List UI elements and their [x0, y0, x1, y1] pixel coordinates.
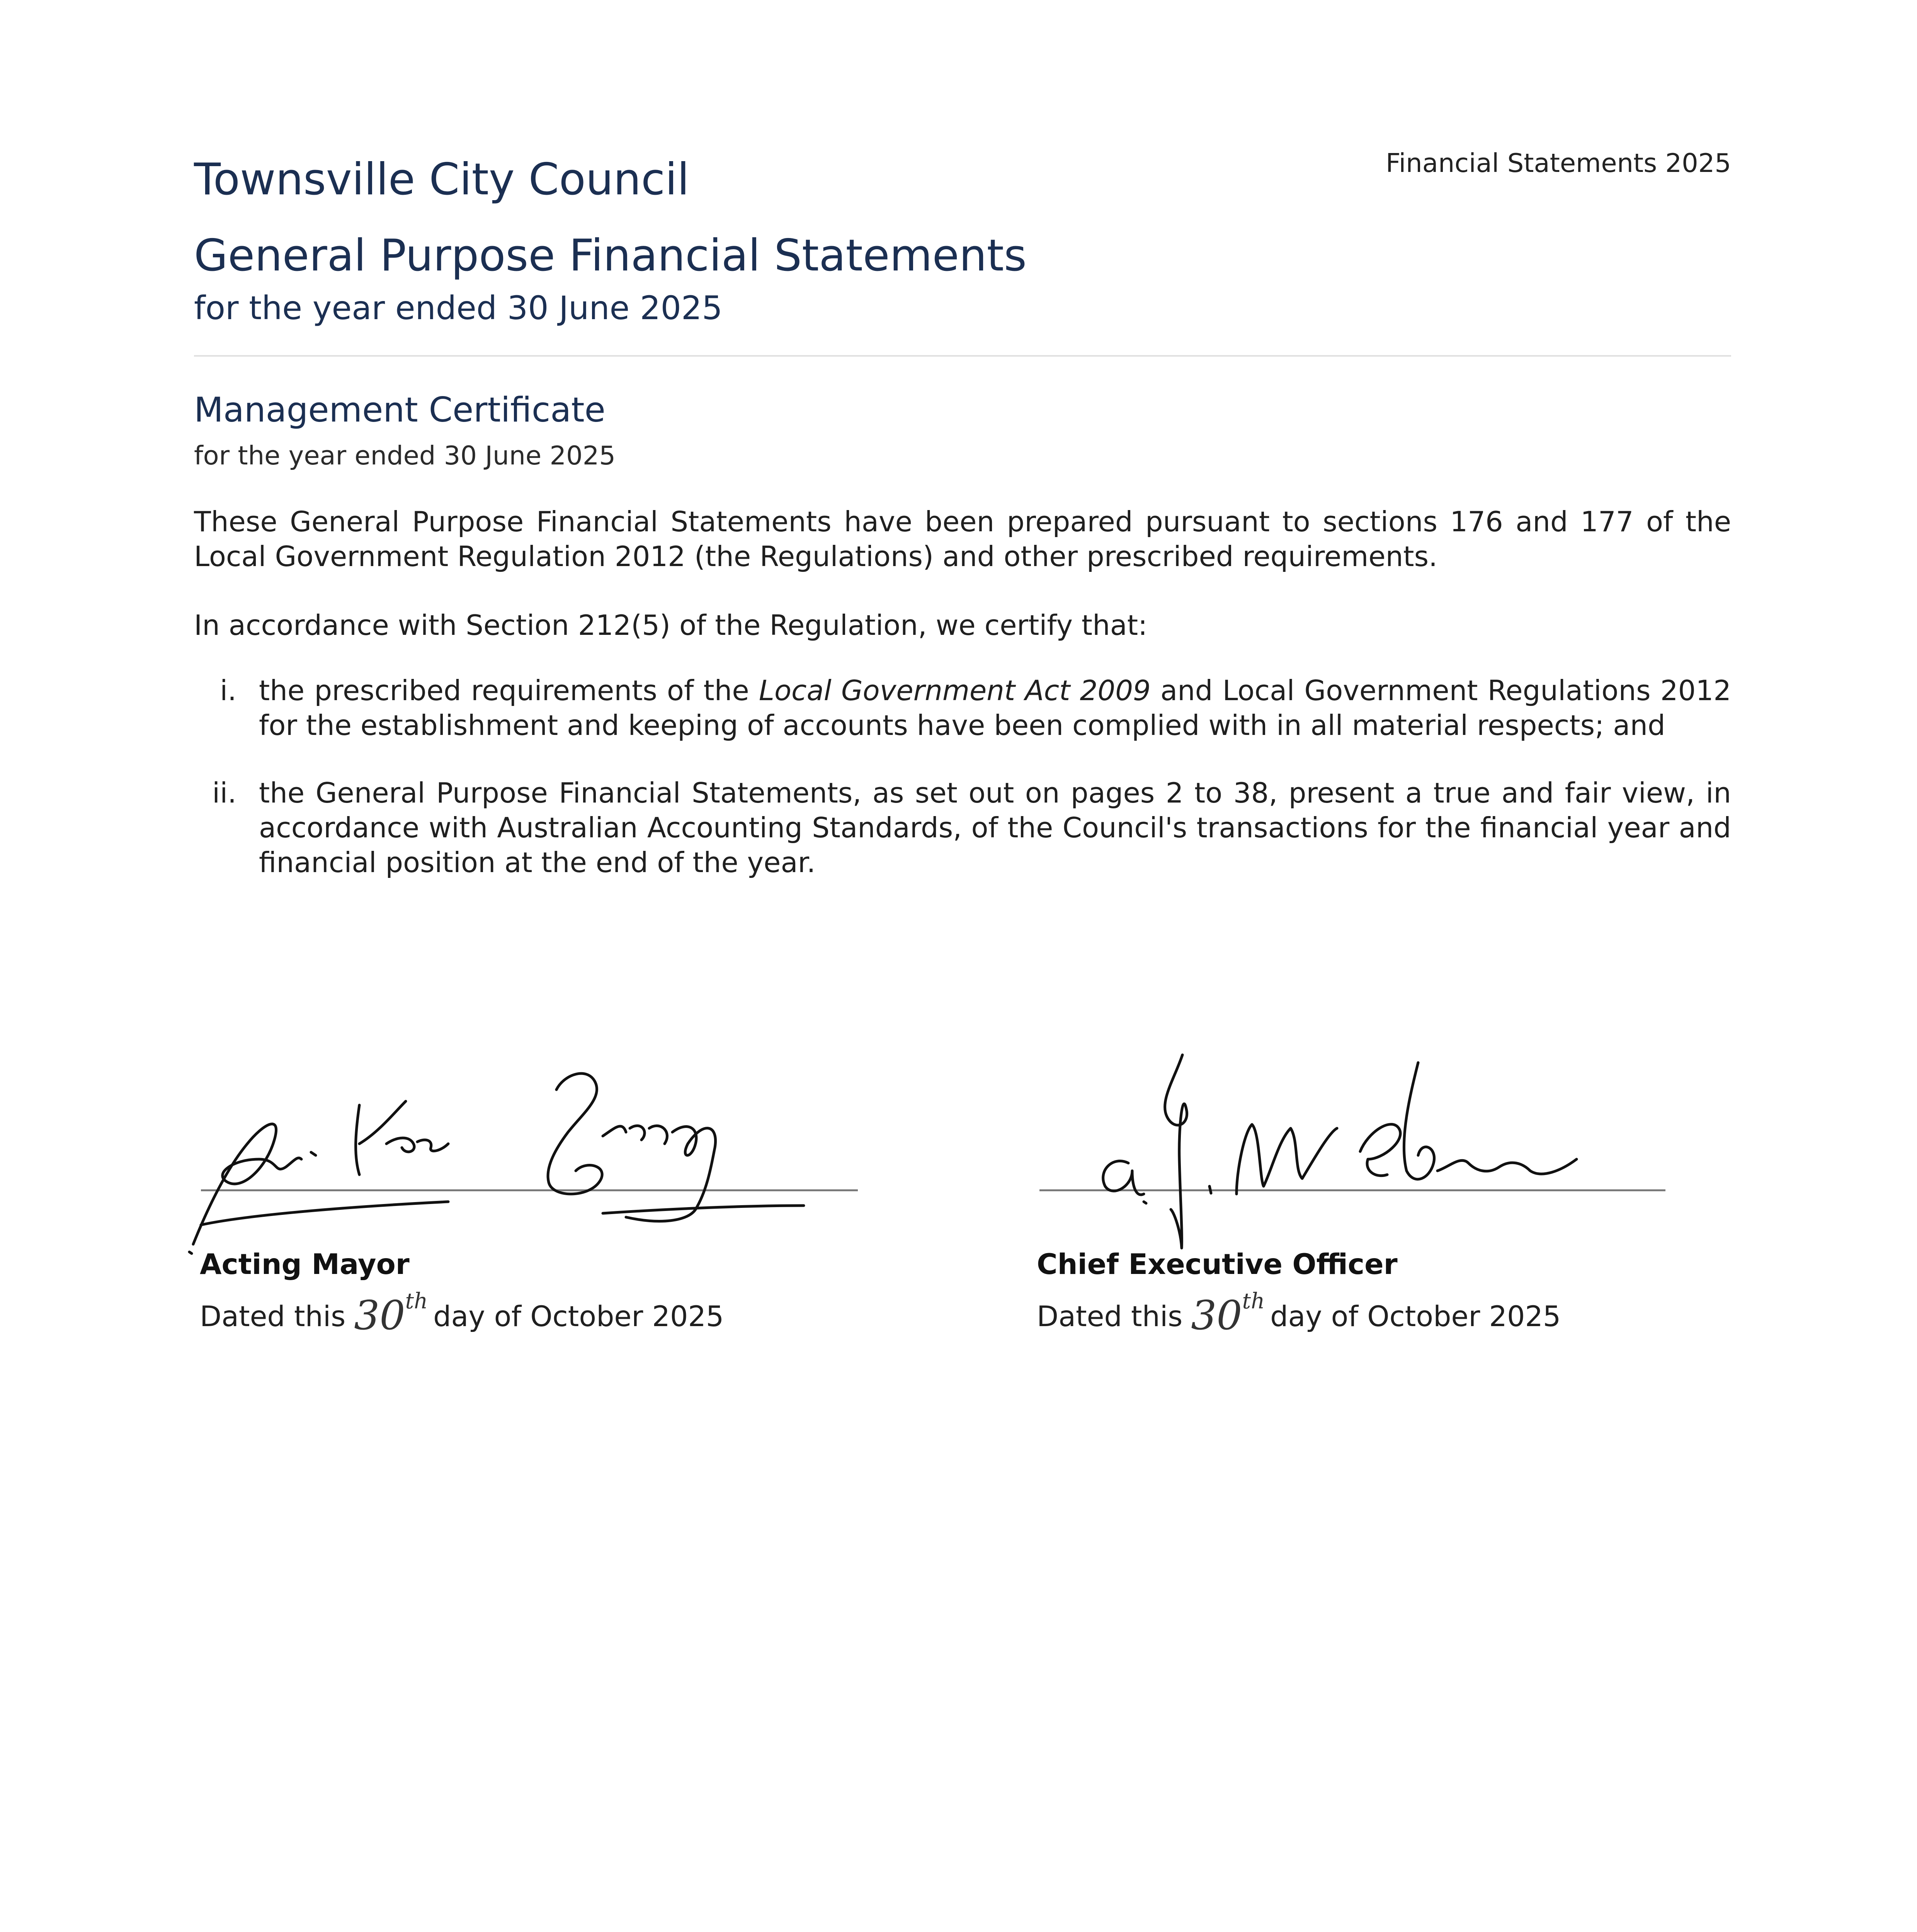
signatory-role-ceo: Chief Executive Officer [1037, 1248, 1398, 1281]
document-subtitle: for the year ended 30 June 2025 [194, 289, 723, 327]
certificate-paragraph-2: In accordance with Section 212(5) of the Regulation, we certify that: [194, 609, 1148, 641]
list-item-1 [259, 673, 1731, 743]
handwritten-day-suffix: th [405, 1289, 428, 1314]
list-item-marker-2: ii. [212, 777, 236, 809]
handwritten-day-suffix: th [1242, 1289, 1265, 1314]
certificate-paragraph-1: These General Purpose Financial Statements have been prepared pursuant to sections 176 and 177 of the Local Government Regulation 2012 (the Regulations) and other prescribed requirements. [194, 505, 1731, 573]
organisation-name: Townsville City Council [194, 154, 689, 205]
certificate-subtitle: for the year ended 30 June 2025 [194, 440, 616, 471]
mayor-signature [178, 1043, 873, 1260]
dated-prefix: Dated this [1037, 1300, 1183, 1333]
list-item-1-text-after: and Local Government Regulations 2012 for the establishment and keeping of accounts have been complied with in all material respects; and [259, 674, 1732, 742]
signatory-role-mayor: Acting Mayor [200, 1248, 410, 1281]
list-item-2: the General Purpose Financial Statements, as set out on pages 2 to 38, present a true and fair view, in accordance with Australian Accounting Standards, of the Council's transactions for the financial year and financial position at the end of the year. [259, 777, 1731, 879]
dated-suffix: day of October 2025 [433, 1300, 724, 1333]
list-item-1-act-title: Local Government Act 2009 [759, 674, 1151, 707]
document-label: Financial Statements 2025 [1386, 148, 1731, 178]
handwritten-day-number: 30 [1191, 1292, 1242, 1339]
dated-suffix: day of October 2025 [1270, 1300, 1561, 1333]
list-item-1-text-before: the prescribed requirements of the [259, 674, 759, 707]
header-divider [194, 355, 1731, 357]
handwritten-day [1191, 1289, 1265, 1339]
ceo-signature [1028, 1032, 1677, 1256]
dated-line-ceo [1037, 1289, 1561, 1339]
document-title: General Purpose Financial Statements [194, 230, 1027, 281]
certificate-title: Management Certificate [194, 390, 606, 430]
dated-prefix: Dated this [200, 1300, 346, 1333]
dated-line-mayor [200, 1289, 724, 1339]
handwritten-day [354, 1289, 428, 1339]
list-item-marker-1: i. [220, 674, 236, 707]
handwritten-day-number: 30 [354, 1292, 405, 1339]
